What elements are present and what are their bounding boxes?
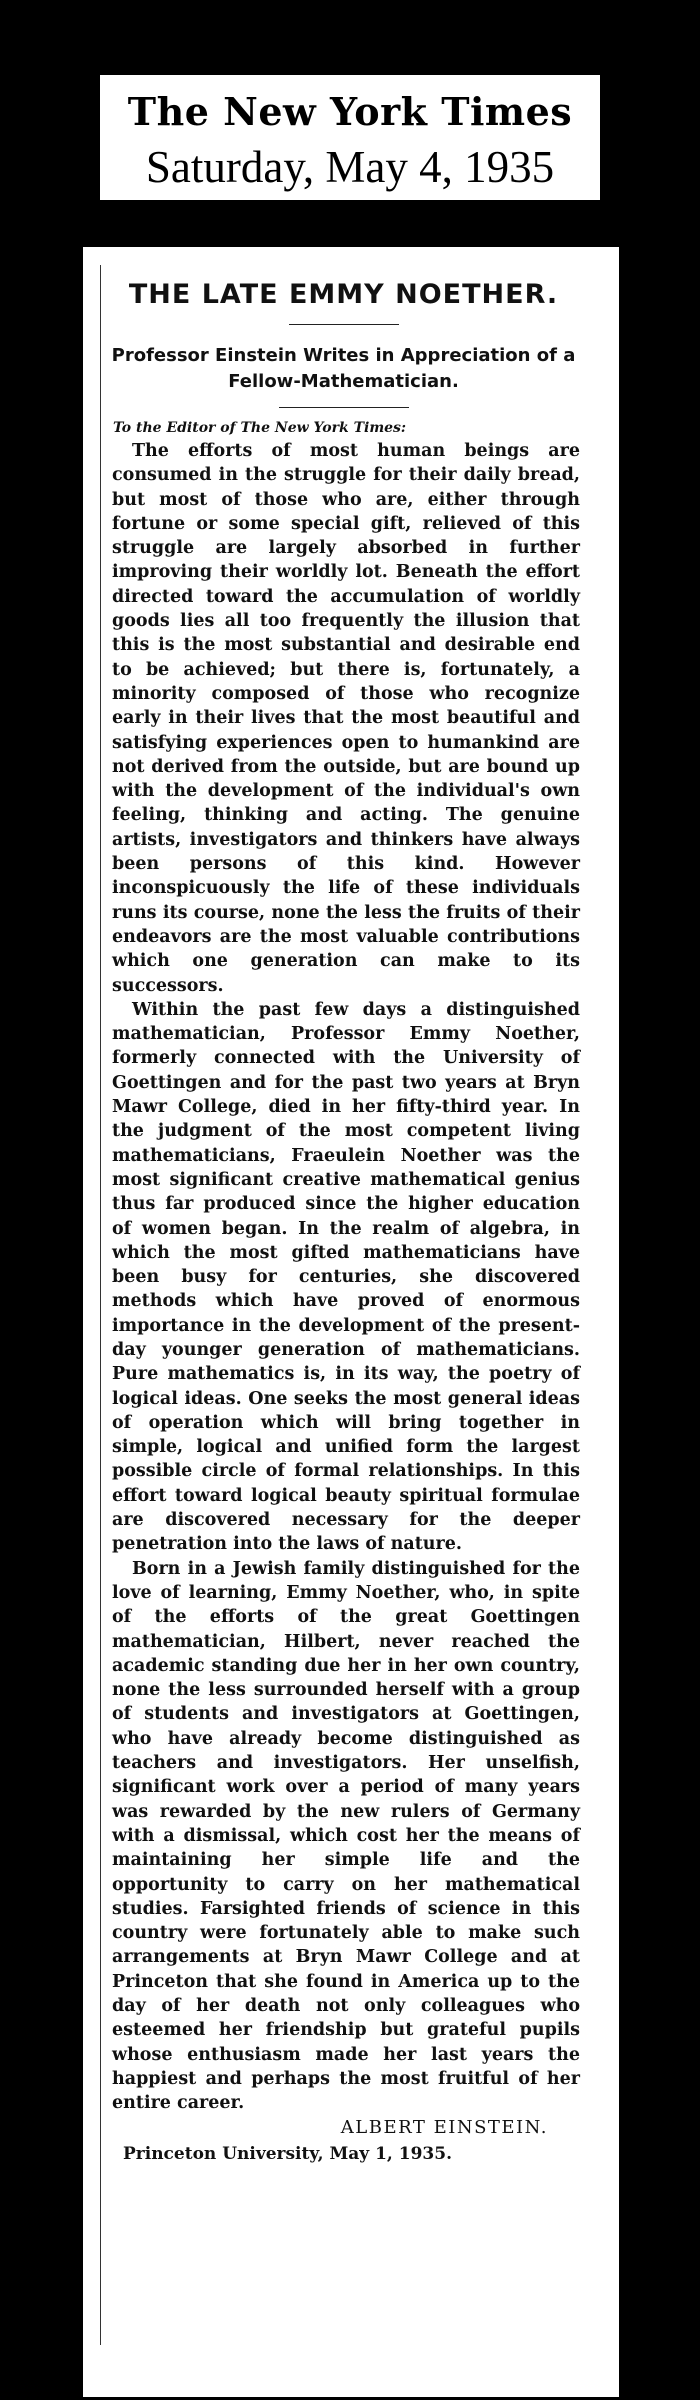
article-headline: THE LATE EMMY NOETHER. (128, 279, 559, 310)
letter-signature: ALBERT EINSTEIN. (340, 2117, 548, 2139)
subhead-divider (279, 407, 409, 408)
newspaper-name: The New York Times (127, 89, 573, 134)
masthead (100, 75, 600, 200)
body-paragraph: Within the past few days a distinguished mathematician, Professor Emmy Noether, formerly connected with the University of Goettingen and for the past two years at Bryn Mawr College, died in her fifty-third year. In the judgment of the most competent living mathematicians, Fraeulein Noether was the most significant creative mathematical genius thus far produced since the higher education of women began. In the realm of algebra, in which the most gifted mathematicians have been busy for centuries, she discovered methods which have proved of enormous importance in the development of the present-day younger generation of mathematicians. Pure mathematics is, in its way, the poetry of logical ideas. One seeks the most general ideas of operation which will bring together in simple, logical and unified form the largest possible circle of formal relationships. In this effort toward logical beauty spiritual formulae are discovered necessary for the deeper penetration into the laws of nature. (112, 999, 580, 1555)
letter-salutation: To the Editor of The New York Times: (113, 420, 407, 436)
article-body (112, 439, 580, 2115)
newspaper-clipping (83, 247, 619, 2397)
body-paragraph: The efforts of most human beings are consumed in the struggle for their daily bread, but most of those who are, either through fortune or some special gift, relieved of this struggle are largely absorbed in further improving their worldly lot. Beneath the effort directed toward the accumulation of worldly goods lies all too frequently the illusion that this is the most substantial and desirable end to be achieved; but there is, fortunately, a minority composed of those who recognize early in their lives that the most beautiful and satisfying experiences open to humankind are not derived from the outside, but are bound up with the development of the individual's own feeling, thinking and acting. The genuine artists, investigators and thinkers have always been persons of this kind. However inconspicuously the life of these individuals runs its course, none the less the fruits of their endeavors are the most valuable contributions which one generation can make to its successors. (112, 441, 580, 996)
letter-place-date: Princeton University, May 1, 1935. (123, 2144, 452, 2165)
body-paragraph: Born in a Jewish family distinguished for the love of learning, Emmy Noether, who, in spite of the efforts of the great Goettingen mathematician, Hilbert, never reached the academic standing due her in her own country, none the less surrounded herself with a group of students and investigators at Goettingen, who have already become distinguished as teachers and investigators. Her unselfish, significant work over a period of many years was rewarded by the new rulers of Germany with a dismissal, which cost her the means of maintaining her simple life and the opportunity to carry on her mathematical studies. Farsighted friends of science in this country were fortunately able to make such arrangements at Bryn Mawr College and at Princeton that she found in America up to the day of her death not only colleagues who esteemed her friendship but grateful pupils whose enthusiasm made her last years the happiest and perhaps the most fruitful of her entire career. (112, 1558, 580, 2114)
publication-date: Saturday, May 4, 1935 (145, 142, 555, 192)
article-subhead: Professor Einstein Writes in Appreciation of a Fellow-Mathematician. (111, 345, 576, 392)
headline-divider (289, 324, 399, 325)
article-column (100, 265, 586, 2345)
